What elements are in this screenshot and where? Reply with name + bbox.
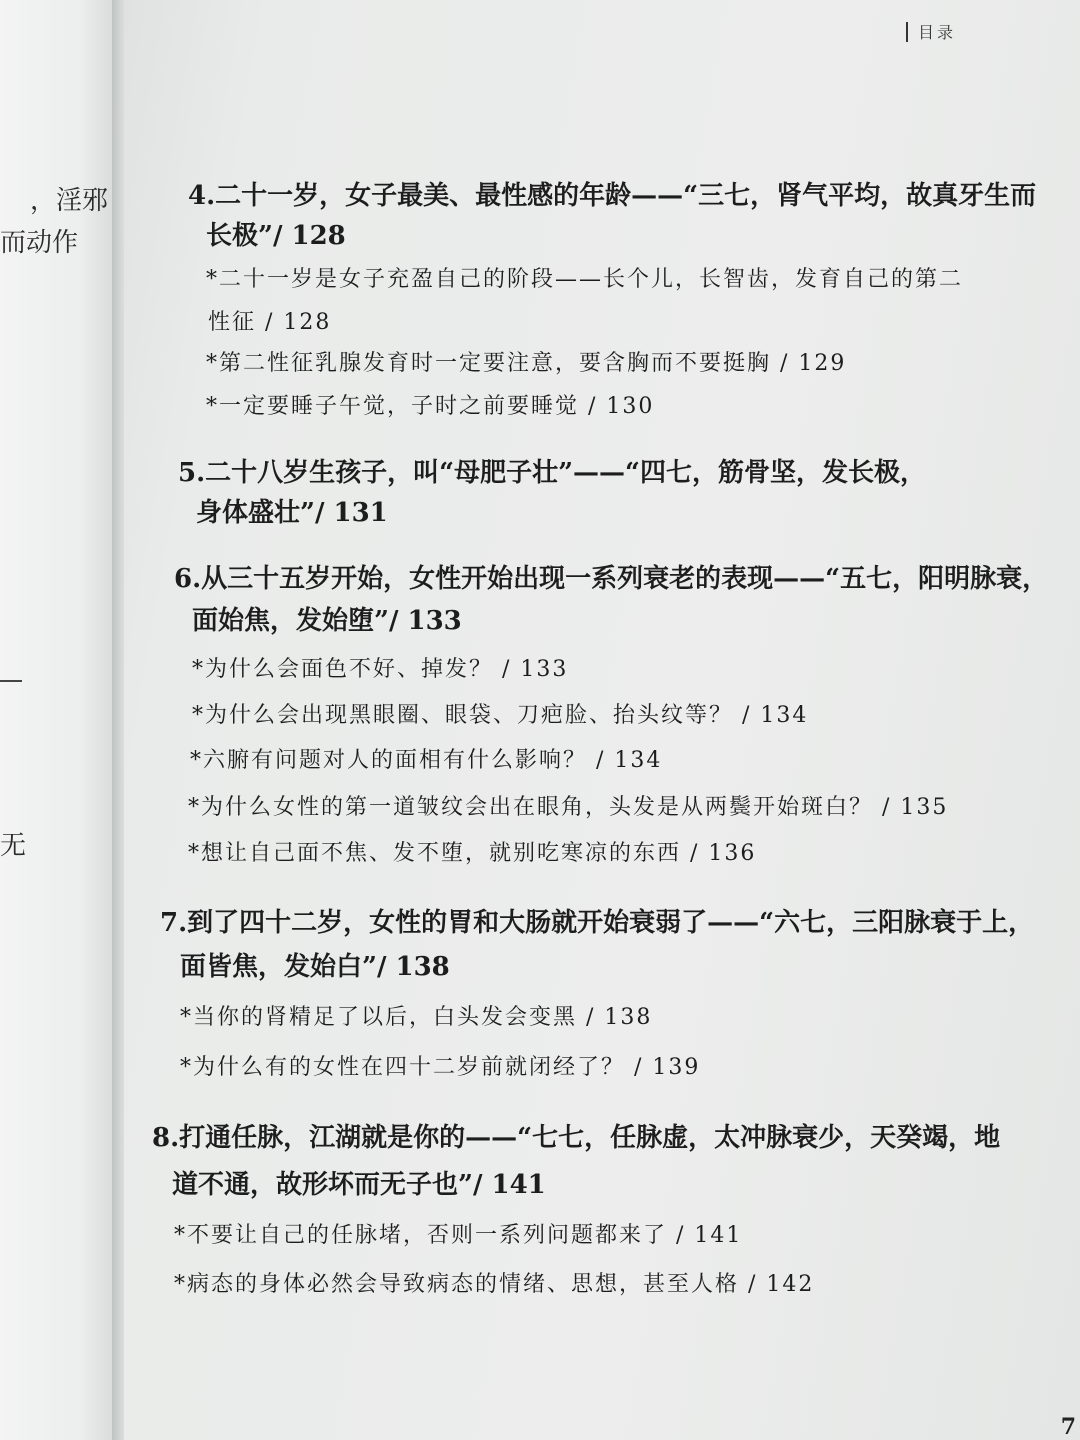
- toc-subentry-line: *为什么会面色不好、掉发？ / 133: [192, 657, 569, 682]
- left-page-fragment: 无: [0, 831, 27, 861]
- toc-entry-line: 面始焦，发始堕”/ 133: [192, 606, 462, 636]
- toc-entry-line: 道不通，故形坏而无子也”/ 141: [172, 1170, 546, 1200]
- toc-subentry-line: *当你的肾精足了以后，白头发会变黑 / 138: [180, 1005, 653, 1030]
- page-number: 7: [1060, 1414, 1076, 1440]
- left-page-fragment: ，淫邪: [30, 186, 109, 216]
- toc-page: [124, 0, 1080, 1440]
- toc-subentry-line: *六腑有问题对人的面相有什么影响？ / 134: [190, 748, 663, 773]
- previous-page: [0, 0, 115, 1440]
- toc-subentry-line: *一定要睡子午觉，子时之前要睡觉 / 130: [206, 394, 655, 419]
- toc-subentry-line: *为什么女性的第一道皱纹会出在眼角，头发是从两鬓开始斑白？ / 135: [188, 795, 949, 820]
- header-rule: [906, 22, 908, 42]
- toc-subentry-line: *二十一岁是女子充盈自己的阶段——长个儿，长智齿，发育自己的第二: [206, 267, 964, 292]
- toc-entry-line: 长极”/ 128: [206, 221, 346, 251]
- toc-subentry-line: *第二性征乳腺发育时一定要注意，要含胸而不要挺胸 / 129: [206, 351, 847, 376]
- toc-subentry-line: *不要让自己的任脉堵，否则一系列问题都来了 / 141: [174, 1223, 743, 1248]
- left-page-fragment: 而动作: [0, 228, 79, 258]
- toc-entry-line: 面皆焦，发始白”/ 138: [180, 952, 450, 982]
- toc-entry-line: 7.到了四十二岁，女性的胃和大肠就开始衰弱了——“六七，三阳脉衰于上，: [160, 908, 1035, 938]
- running-header: [906, 20, 956, 43]
- toc-subentry-line: 性征 / 128: [208, 310, 332, 335]
- toc-subentry-line: *为什么会出现黑眼圈、眼袋、刀疤脸、抬头纹等？ / 134: [192, 703, 809, 728]
- toc-entry-line: 6.从三十五岁开始，女性开始出现一系列衰老的表现——“五七，阳明脉衰，: [174, 564, 1049, 594]
- toc-entry-line: 8.打通任脉，江湖就是你的——“七七，任脉虚，太冲脉衰少，天癸竭，地: [152, 1123, 1001, 1153]
- toc-subentry-line: *想让自己面不焦、发不堕，就别吃寒凉的东西 / 136: [188, 841, 757, 866]
- toc-entry-line: 4.二十一岁，女子最美、最性感的年龄——“三七，肾气平均，故真牙生而: [188, 181, 1037, 211]
- divider: [0, 680, 22, 682]
- toc-entry-line: 5.二十八岁生孩子，叫“母肥子壮”——“四七，筋骨坚，发长极，: [178, 458, 927, 488]
- toc-entry-line: 身体盛壮”/ 131: [196, 498, 388, 528]
- toc-subentry-line: *为什么有的女性在四十二岁前就闭经了？ / 139: [180, 1055, 701, 1080]
- header-section: 目录: [917, 23, 956, 42]
- toc-subentry-line: *病态的身体必然会导致病态的情绪、思想，甚至人格 / 142: [174, 1272, 815, 1297]
